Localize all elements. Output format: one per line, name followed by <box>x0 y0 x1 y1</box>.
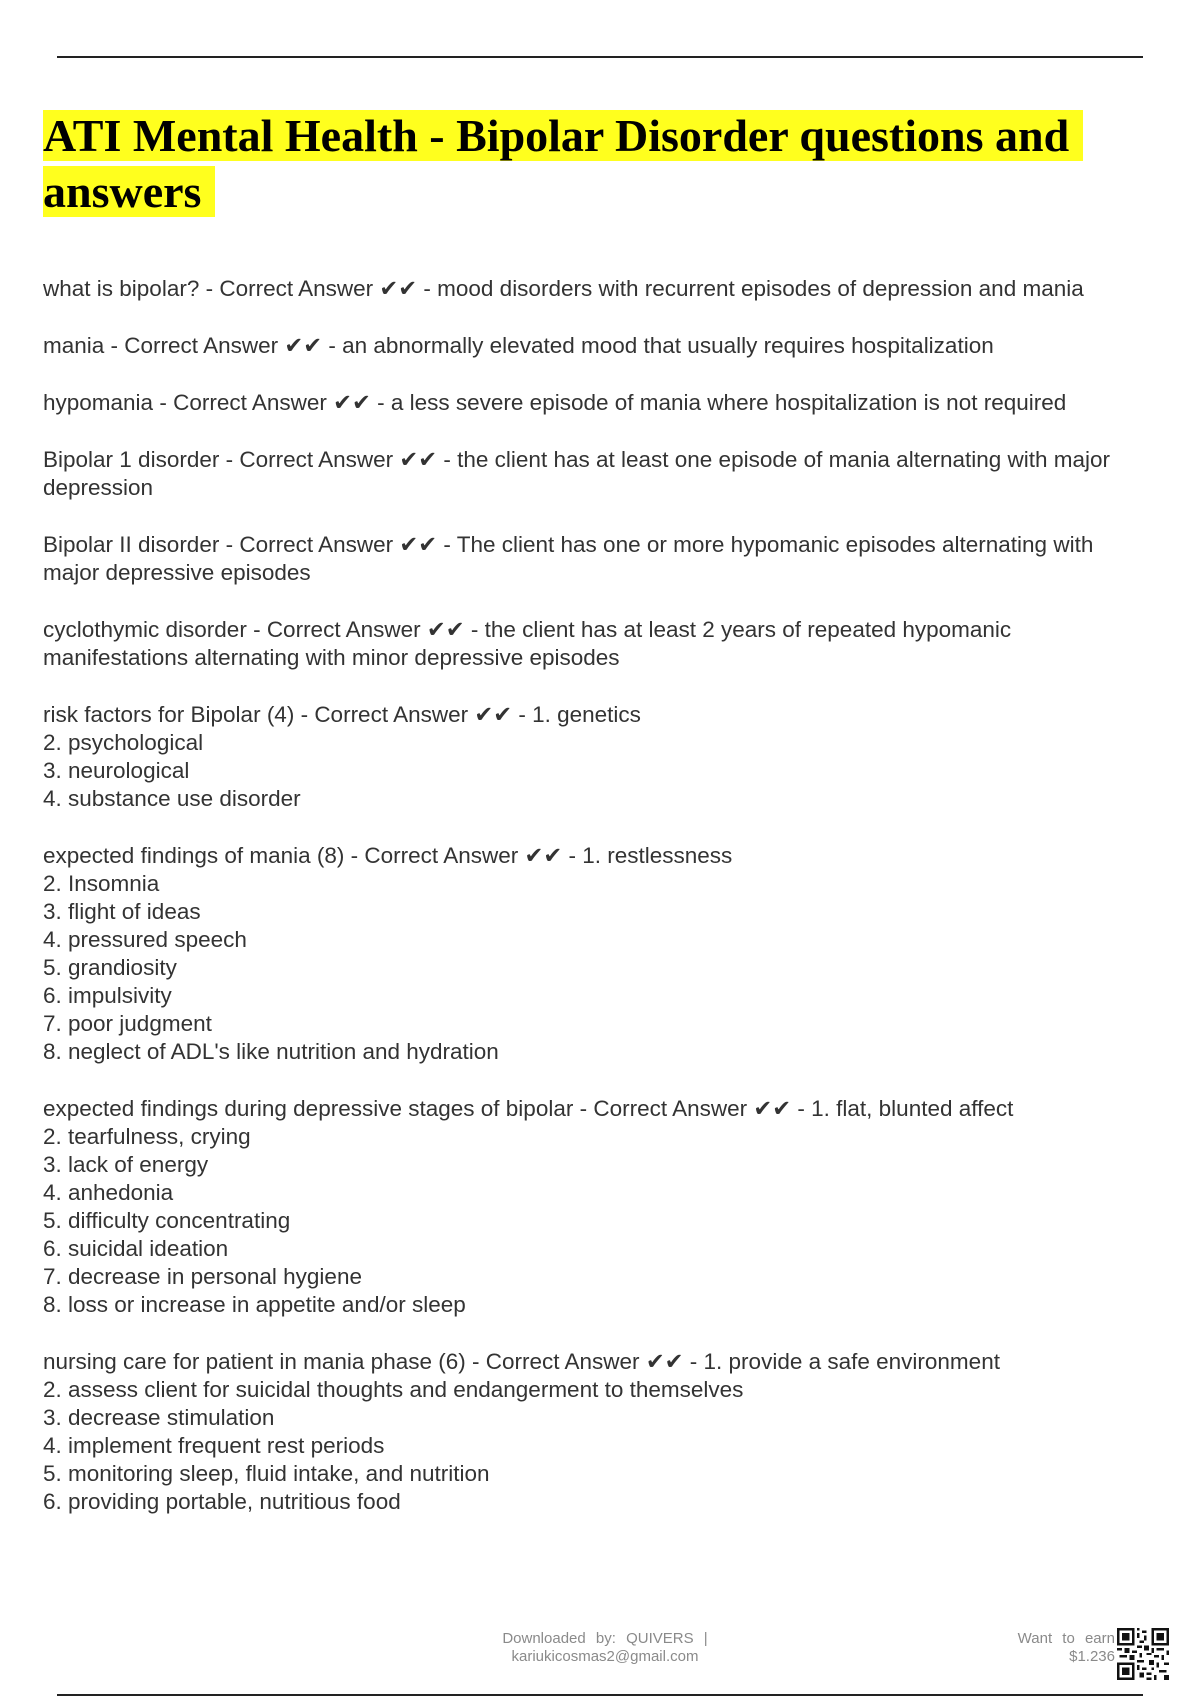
qa-item: risk factors for Bipolar (4) - Correct Answer ✔✔ - 1. genetics 2. psychological 3. neurological 4. substance use disorder <box>43 701 1143 813</box>
correct-answer-label: Correct Answer <box>314 702 469 727</box>
answer-list-item: 5. monitoring sleep, fluid intake, and nutrition <box>43 1461 490 1486</box>
answer-list-item: 4. pressured speech <box>43 927 247 952</box>
answer-list-item: 4. anhedonia <box>43 1180 174 1205</box>
qa-answer: an abnormally elevated mood that usually requires hospitalization <box>342 333 994 358</box>
bottom-rule <box>57 1694 1143 1696</box>
answer-list <box>43 729 1143 813</box>
downloader-email: kariukicosmas2@gmail.com <box>511 1648 699 1665</box>
qa-term: hypomania <box>43 390 154 415</box>
answer-list-item: 3. decrease stimulation <box>43 1405 275 1430</box>
double-check-icon: ✔✔ <box>284 333 323 359</box>
qa-term: expected findings of mania (8) <box>43 843 345 868</box>
answer-list-item: 3. lack of energy <box>43 1152 209 1177</box>
answer-list-item: 6. impulsivity <box>43 983 172 1008</box>
qa-term: risk factors for Bipolar (4) <box>43 702 295 727</box>
qa-item: expected findings during depressive stages of bipolar - Correct Answer ✔✔ - 1. flat, blunted affect 2. tearfulness, crying 3. lack of energy 4. anhedonia 5. difficulty concentrating 6. suicidal ideation 7. decrease in personal hygiene 8. loss or increase in appetite and/or sleep <box>43 1095 1143 1319</box>
double-check-icon: ✔✔ <box>379 276 418 302</box>
answer-list-item: 5. difficulty concentrating <box>43 1208 291 1233</box>
double-check-icon: ✔✔ <box>524 843 563 869</box>
correct-answer-label: Correct Answer <box>266 617 421 642</box>
downloaded-by: Downloaded by: QUIVERS | <box>502 1630 708 1647</box>
answer-list <box>43 1123 1143 1319</box>
double-check-icon: ✔✔ <box>333 390 371 416</box>
double-check-icon: ✔✔ <box>474 702 513 728</box>
qa-item: hypomania - Correct Answer ✔✔ - a less severe episode of mania where hospitalization is not required <box>43 390 1067 416</box>
answer-list-item: 7. poor judgment <box>43 1011 212 1036</box>
double-check-icon: ✔✔ <box>645 1349 684 1375</box>
answer-list-item: 4. substance use disorder <box>43 786 301 811</box>
correct-answer-label: Correct Answer <box>173 390 327 415</box>
qa-item: Bipolar II disorder - Correct Answer ✔✔ - The client has one or more hypomanic episodes alternating with major depressive episodes <box>43 532 1094 585</box>
answer-list-item: 8. loss or increase in appetite and/or sleep <box>43 1292 466 1317</box>
qa-answer: 1. restlessness <box>582 843 733 868</box>
qa-term: expected findings during depressive stages of bipolar <box>43 1096 574 1121</box>
qa-item: cyclothymic disorder - Correct Answer ✔✔ - the client has at least 2 years of repeated hypomanic manifestations alternating with minor depressive episodes <box>43 617 1012 670</box>
qa-answer: the client has at least one episode of mania alternating with major depression <box>43 447 1111 500</box>
qa-item: nursing care for patient in mania phase (6) - Correct Answer ✔✔ - 1. provide a safe environment 2. assess client for suicidal thoughts and endangerment to themselves 3. decrease stimulation 4. implement frequent rest periods 5. monitoring sleep, fluid intake, and nutrition 6. providing portable, nutritious food <box>43 1348 1143 1516</box>
answer-list-item: 6. providing portable, nutritious food <box>43 1489 401 1514</box>
correct-answer-label: Correct Answer <box>239 532 394 557</box>
qa-answer: 1. genetics <box>532 702 641 727</box>
qa-answer: the client has at least 2 years of repeated hypomanic manifestations alternating with minor depressive episodes <box>43 617 1012 670</box>
qa-item: Bipolar 1 disorder - Correct Answer ✔✔ - the client has at least one episode of mania alternating with major depression <box>43 447 1111 500</box>
answer-list-item: 6. suicidal ideation <box>43 1236 229 1261</box>
qa-term: Bipolar 1 disorder <box>43 447 220 472</box>
double-check-icon: ✔✔ <box>399 447 438 473</box>
qa-term: cyclothymic disorder <box>43 617 247 642</box>
answer-list-item: 7. decrease in personal hygiene <box>43 1264 362 1289</box>
qa-answer: The client has one or more hypomanic episodes alternating with major depressive episodes <box>43 532 1094 585</box>
answer-list-item: 2. Insomnia <box>43 871 160 896</box>
qa-answer: mood disorders with recurrent episodes of depression and mania <box>437 276 1084 301</box>
earn-promo-line1: Want to earn <box>1017 1630 1115 1647</box>
double-check-icon: ✔✔ <box>426 617 465 643</box>
qa-answer: 1. provide a safe environment <box>703 1349 1000 1374</box>
correct-answer-label: Correct Answer <box>239 447 394 472</box>
earn-promo[interactable] <box>985 1630 1115 1666</box>
answer-list-item: 2. psychological <box>43 730 204 755</box>
double-check-icon: ✔✔ <box>753 1096 792 1122</box>
qa-term: what is bipolar? <box>43 276 200 301</box>
qa-list <box>43 275 1143 1545</box>
qr-code-icon[interactable] <box>1117 1628 1169 1680</box>
double-check-icon: ✔✔ <box>399 532 438 558</box>
answer-list-item: 4. implement frequent rest periods <box>43 1433 385 1458</box>
qa-term: nursing care for patient in mania phase (6) <box>43 1349 466 1374</box>
qa-term: mania <box>43 333 105 358</box>
answer-list-item: 8. neglect of ADL's like nutrition and hydration <box>43 1039 499 1064</box>
answer-list-item: 2. tearfulness, crying <box>43 1124 251 1149</box>
answer-list-item: 5. grandiosity <box>43 955 177 980</box>
correct-answer-label: Correct Answer <box>593 1096 748 1121</box>
top-rule <box>57 56 1143 58</box>
answer-list <box>43 1376 1143 1516</box>
qa-answer: 1. flat, blunted affect <box>811 1096 1014 1121</box>
qa-term: Bipolar II disorder <box>43 532 220 557</box>
document-title: ATI Mental Health - Bipolar Disorder questions and answers <box>43 108 1163 220</box>
qa-item: what is bipolar? - Correct Answer ✔✔ - mood disorders with recurrent episodes of depression and mania <box>43 276 1084 302</box>
qa-item: expected findings of mania (8) - Correct Answer ✔✔ - 1. restlessness 2. Insomnia 3. flight of ideas 4. pressured speech 5. grandiosity 6. impulsivity 7. poor judgment 8. neglect of ADL's like nutrition and hydration <box>43 842 1143 1066</box>
qa-answer: a less severe episode of mania where hospitalization is not required <box>390 390 1067 415</box>
correct-answer-label: Correct Answer <box>364 843 519 868</box>
answer-list-item: 3. neurological <box>43 758 190 783</box>
answer-list-item: 3. flight of ideas <box>43 899 201 924</box>
correct-answer-label: Correct Answer <box>124 333 279 358</box>
earn-promo-amount: $1.236 <box>1069 1648 1115 1665</box>
download-info <box>470 1630 740 1666</box>
correct-answer-label: Correct Answer <box>219 276 374 301</box>
answer-list-item: 2. assess client for suicidal thoughts and endangerment to themselves <box>43 1377 744 1402</box>
answer-list <box>43 870 1143 1066</box>
qa-item: mania - Correct Answer ✔✔ - an abnormally elevated mood that usually requires hospitalization <box>43 333 994 359</box>
correct-answer-label: Correct Answer <box>485 1349 640 1374</box>
